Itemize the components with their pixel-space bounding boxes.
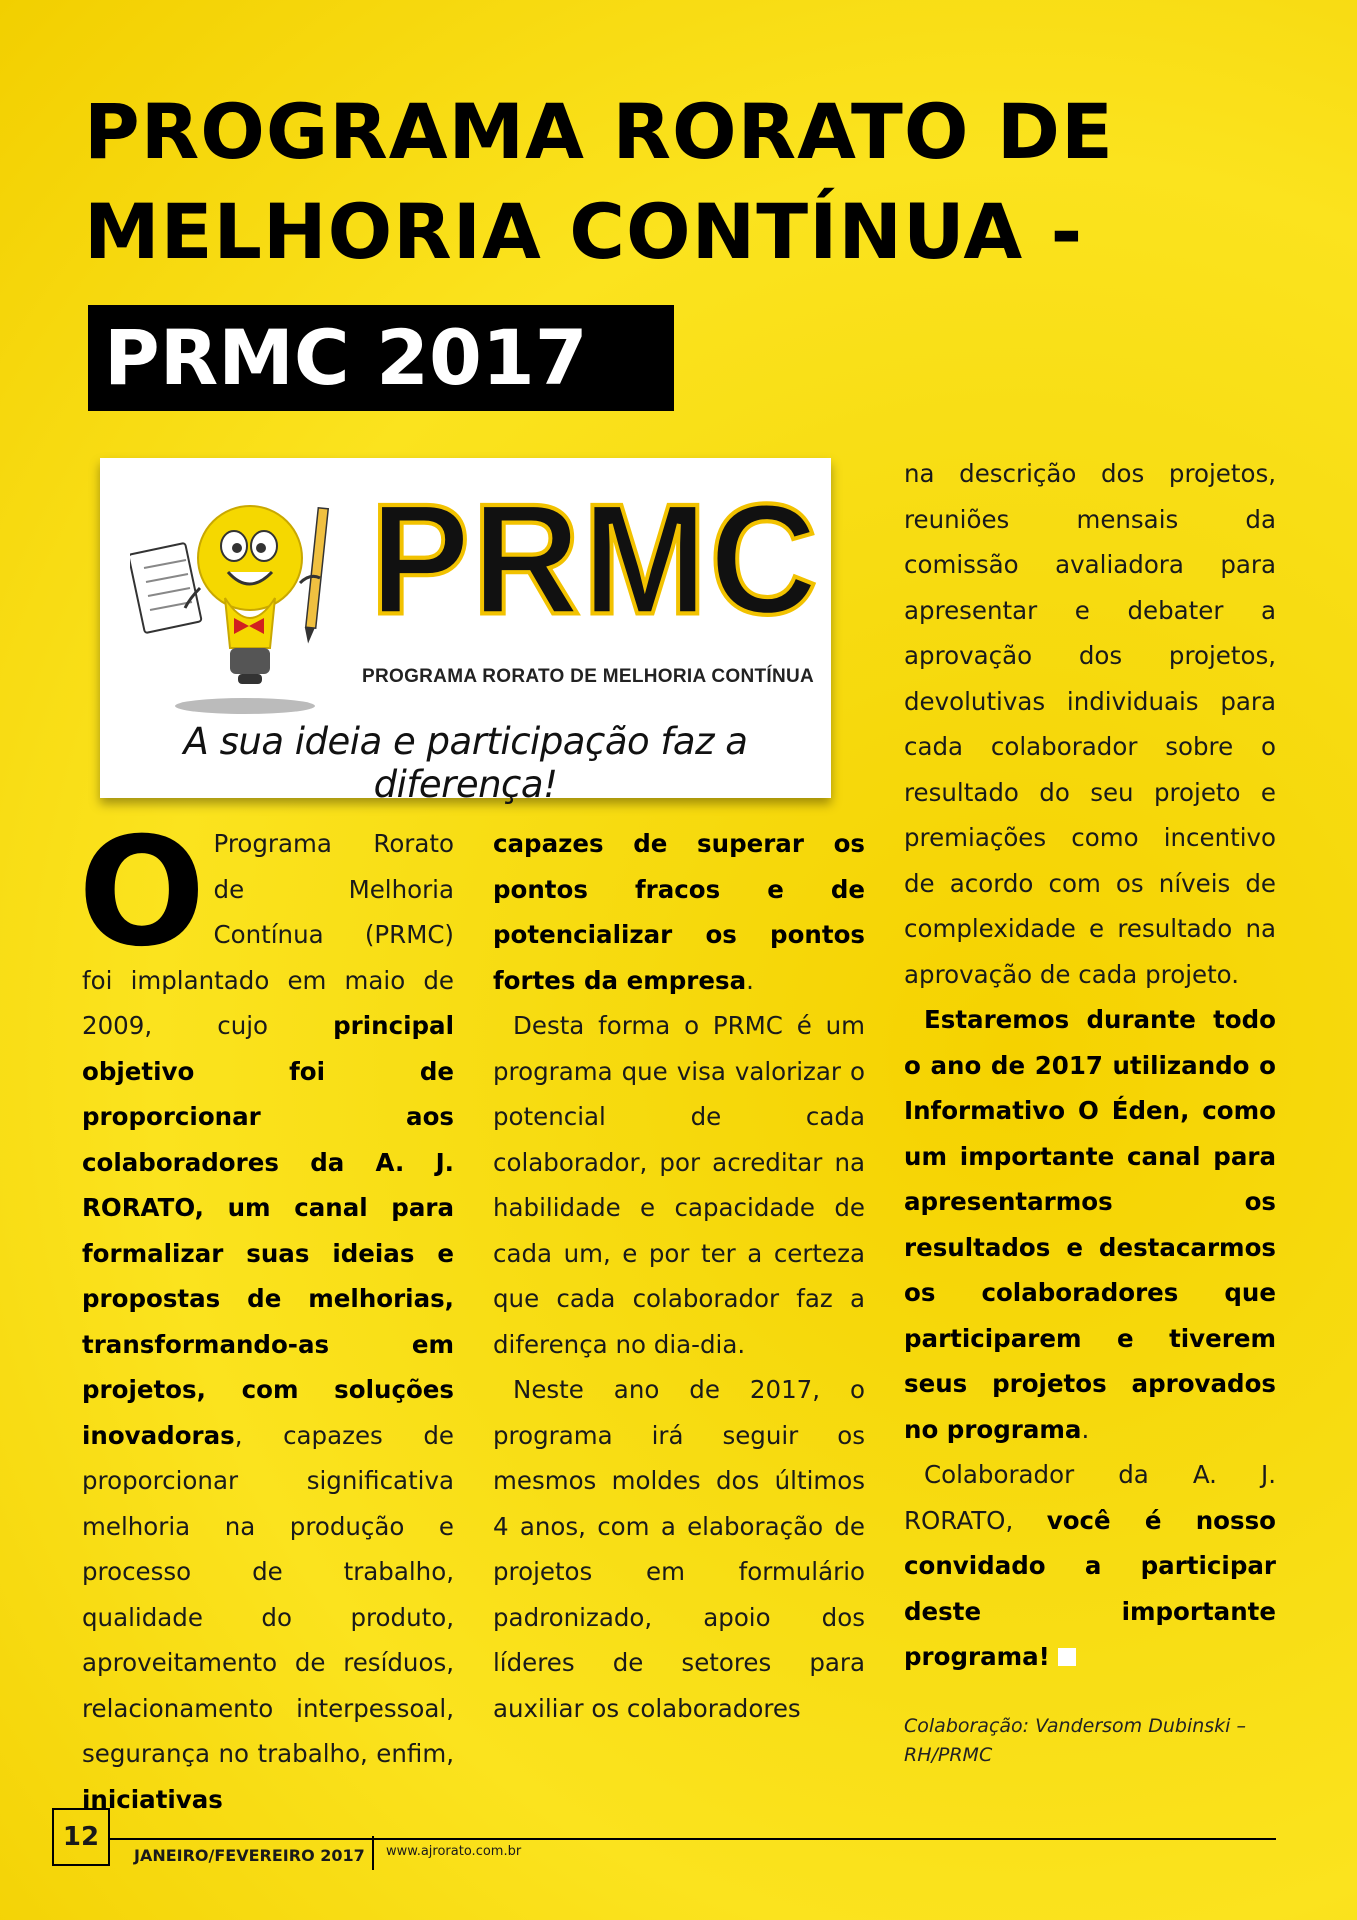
article-column-1	[78, 806, 454, 1822]
article-title	[84, 82, 1114, 282]
title-line-1: PROGRAMA RORATO DE	[84, 87, 1114, 176]
footer-url: www.ajrorato.com.br	[386, 1844, 522, 1859]
bold-text: principal objetivo foi de proporcionar aos colaboradores da A. J. RORATO, um canal para formalizar suas ideias e propostas de melhorias, transformando-as em projetos, com soluções inovadoras	[82, 1011, 454, 1450]
title-line-2: MELHORIA CONTÍNUA -	[84, 187, 1084, 276]
article-column-3	[904, 451, 1276, 1680]
footer-separator	[372, 1836, 374, 1870]
bold-text: capazes de superar os pontos fracos e de potencializar os pontos fortes da empresa	[493, 829, 865, 995]
title-highlight: PRMC 2017	[88, 305, 674, 411]
lightbulb-mascot-icon	[130, 488, 370, 718]
paragraph	[78, 806, 454, 1822]
footer-issue-date: JANEIRO/FEVEREIRO 2017	[134, 1846, 365, 1865]
footer-divider	[110, 1838, 1276, 1840]
body-text: Programa Rorato de Melhoria Contínua (PRMC) foi implantado em maio de 2009, cujo	[82, 829, 454, 1040]
page-number: 12	[52, 1808, 110, 1866]
body-text: Colaborador da A. J. RORATO,	[904, 1460, 1276, 1535]
paragraph: Desta forma o PRMC é um programa que visa valorizar o potencial de cada colaborador, por acreditar na habilidade e capacidade de cada um, e por ter a certeza que cada colaborador faz a diferença no dia-dia.	[493, 1011, 865, 1359]
bold-text: Estaremos durante todo o ano de 2017 utilizando o Informativo O Éden, como um importante canal para apresentarmos os resultados e destacarmos os colaboradores que participarem e tiverem seus projetos aprovados no programa	[904, 1005, 1276, 1444]
bold-text: iniciativas	[82, 1784, 223, 1814]
paragraph	[493, 821, 865, 1003]
logo-subtitle: PROGRAMA RORATO DE MELHORIA CONTÍNUA	[362, 666, 815, 687]
end-mark-icon	[1058, 1648, 1076, 1666]
body-text: , capazes de proporcionar significativa melhoria na produção e processo de trabalho, qualidade do produto, aproveitamento de resíduos, relacionamento interpessoal, segurança no trabalho, enfim,	[82, 1420, 454, 1768]
paragraph	[904, 1452, 1276, 1680]
paragraph: na descrição dos projetos, reuniões mensais da comissão avaliadora para apresentar e debater a aprovação dos projetos, devolutivas individuais para cada colaborador sobre o resultado do seu projeto e premiações como incentivo de acordo com os níveis de complexidade e resultado na aprovação de cada projeto.	[904, 459, 1276, 989]
body-text: .	[1081, 1414, 1090, 1444]
article-credit: Colaboração: Vandersom Dubinski – RH/PRMC	[904, 1715, 1246, 1766]
logo-wordmark: PRMC	[370, 470, 820, 647]
article-column-2	[493, 821, 865, 1731]
paragraph: Neste ano de 2017, o programa irá seguir os mesmos moldes dos últimos 4 anos, com a elaboração de projetos em formulário padronizado, apoio dos líderes de setores para auxiliar os colaboradores	[493, 1375, 865, 1723]
bold-text: você é nosso convidado a participar deste importante programa!	[904, 1505, 1276, 1671]
drop-cap: O	[78, 806, 206, 980]
body-text: .	[746, 965, 754, 995]
logo-tagline: A sua ideia e participação faz a diferença!	[183, 720, 748, 806]
paragraph	[904, 997, 1276, 1452]
prmc-logo-card	[100, 458, 831, 806]
